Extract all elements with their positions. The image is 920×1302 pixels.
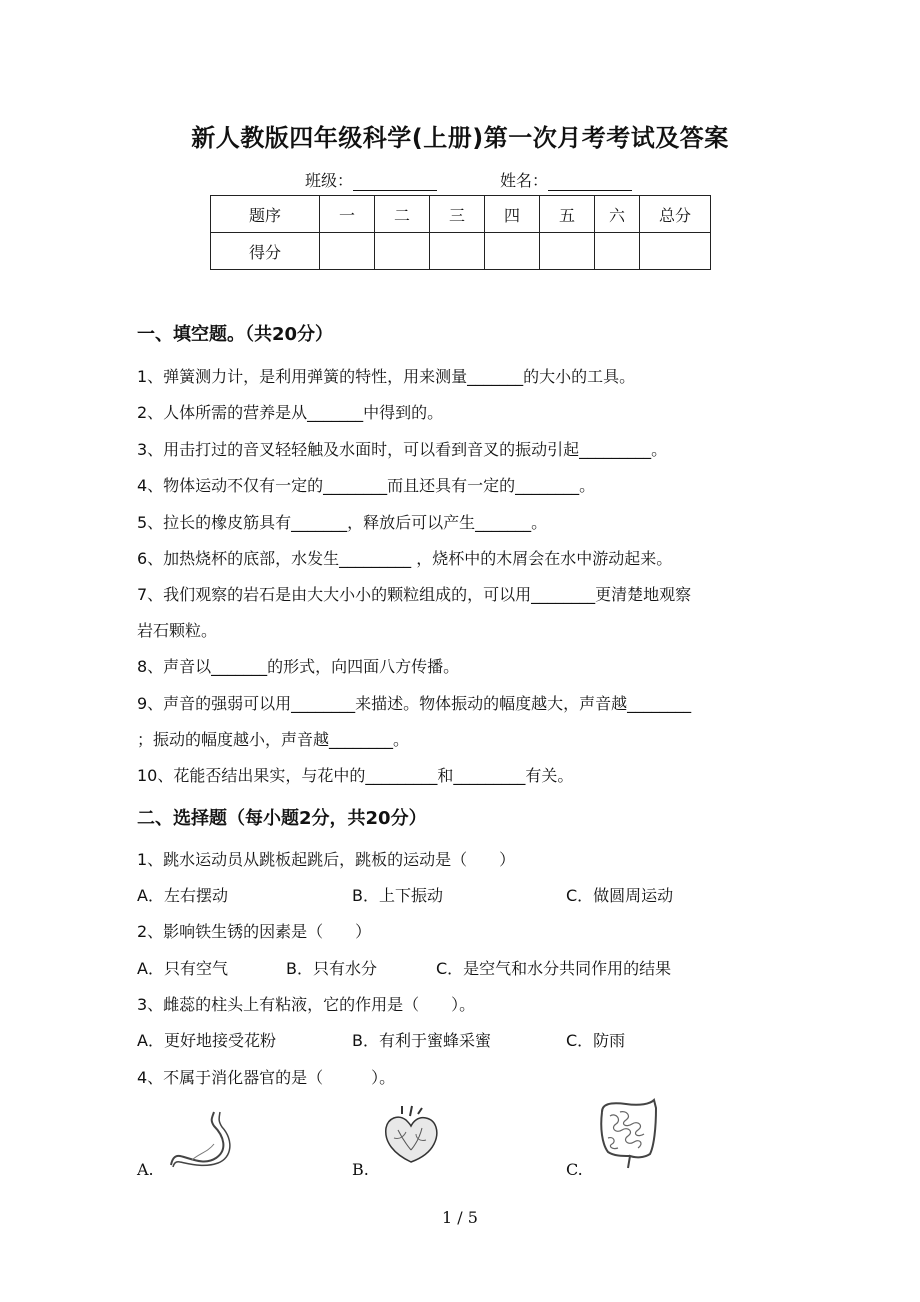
page-number: 1 / 5: [442, 1208, 478, 1227]
choice-option-c[interactable]: C.: [566, 1160, 583, 1179]
score-header-cell: 总分: [640, 196, 711, 233]
fill-question: 5、拉长的橡皮筋具有_______，释放后可以产生_______。: [137, 513, 548, 532]
score-row-label: 得分: [211, 233, 320, 270]
score-cell[interactable]: [540, 233, 595, 270]
score-cell[interactable]: [320, 233, 375, 270]
choice-option[interactable]: C．做圆周运动: [566, 886, 674, 905]
choice-option[interactable]: A．左右摆动: [137, 886, 228, 905]
fill-question: 9、声音的强弱可以用________来描述。物体振动的幅度越大，声音越________: [137, 694, 692, 713]
score-cell[interactable]: [430, 233, 485, 270]
score-header-cell: 三: [430, 196, 485, 233]
choice-option[interactable]: B．只有水分: [286, 959, 377, 978]
choice-option[interactable]: A．只有空气: [137, 959, 228, 978]
choice-question-stem: 2、影响铁生锈的因素是（ ）: [137, 922, 372, 941]
name-field: [500, 168, 632, 191]
score-cell[interactable]: [640, 233, 711, 270]
score-cell[interactable]: [375, 233, 430, 270]
class-label: 班级：: [305, 171, 354, 190]
score-table: [210, 195, 711, 270]
choice-question-stem: 1、跳水运动员从跳板起跳后，跳板的运动是（ ）: [137, 850, 516, 869]
score-cell[interactable]: [485, 233, 540, 270]
choice-question-stem: 3、雌蕊的柱头上有粘液，它的作用是（ ）。: [137, 995, 476, 1014]
fill-question: 7、我们观察的岩石是由大大小小的颗粒组成的，可以用________更清楚地观察: [137, 585, 692, 604]
score-table-header-row: [211, 196, 711, 233]
choice-option[interactable]: B．有利于蜜蜂采蜜: [352, 1031, 491, 1050]
choice-option-b[interactable]: B.: [352, 1160, 369, 1179]
heart-icon[interactable]: [380, 1104, 442, 1166]
score-table-row: [211, 233, 711, 270]
score-header-cell: 四: [485, 196, 540, 233]
class-blank[interactable]: [353, 174, 437, 191]
fill-question: 8、声音以_______的形式，向四面八方传播。: [137, 657, 460, 676]
fill-question: 3、用击打过的音叉轻轻触及水面时，可以看到音叉的振动引起_________。: [137, 440, 668, 459]
choice-option[interactable]: A．更好地接受花粉: [137, 1031, 276, 1050]
intestine-icon[interactable]: [596, 1098, 660, 1170]
choice-option[interactable]: B．上下振动: [352, 886, 443, 905]
section1-heading: 一、填空题。（共20分）: [137, 324, 334, 345]
choice-option[interactable]: C．是空气和水分共同作用的结果: [436, 959, 672, 978]
name-blank[interactable]: [548, 174, 632, 191]
name-label: 姓名：: [500, 171, 549, 190]
score-header-cell: 题序: [211, 196, 320, 233]
score-header-cell: 五: [540, 196, 595, 233]
fill-question-continued: 岩石颗粒。: [137, 621, 218, 640]
fill-question: 4、物体运动不仅有一定的________而且还具有一定的________。: [137, 476, 596, 495]
score-header-cell: 二: [375, 196, 430, 233]
fill-question-continued: ；振动的幅度越小，声音越________。: [137, 730, 410, 749]
fill-question: 6、加热烧杯的底部，水发生_________ ，烧杯中的木屑会在水中游动起来。: [137, 549, 673, 568]
fill-question: 10、花能否结出果实，与花中的_________和_________有关。: [137, 766, 574, 785]
class-field: [305, 168, 437, 191]
score-cell[interactable]: [595, 233, 640, 270]
choice-option-a[interactable]: A.: [137, 1160, 154, 1179]
page-title: 新人教版四年级科学(上册)第一次月考考试及答案: [191, 124, 729, 152]
fill-question: 2、人体所需的营养是从_______中得到的。: [137, 403, 444, 422]
choice-question-stem: 4、不属于消化器官的是（ ）。: [137, 1068, 396, 1087]
choice-option[interactable]: C．防雨: [566, 1031, 626, 1050]
fill-question: 1、弹簧测力计，是利用弹簧的特性，用来测量_______的大小的工具。: [137, 367, 636, 386]
section2-heading: 二、选择题（每小题2分，共20分）: [137, 808, 427, 829]
stomach-icon[interactable]: [162, 1108, 242, 1168]
score-header-cell: 一: [320, 196, 375, 233]
score-header-cell: 六: [595, 196, 640, 233]
